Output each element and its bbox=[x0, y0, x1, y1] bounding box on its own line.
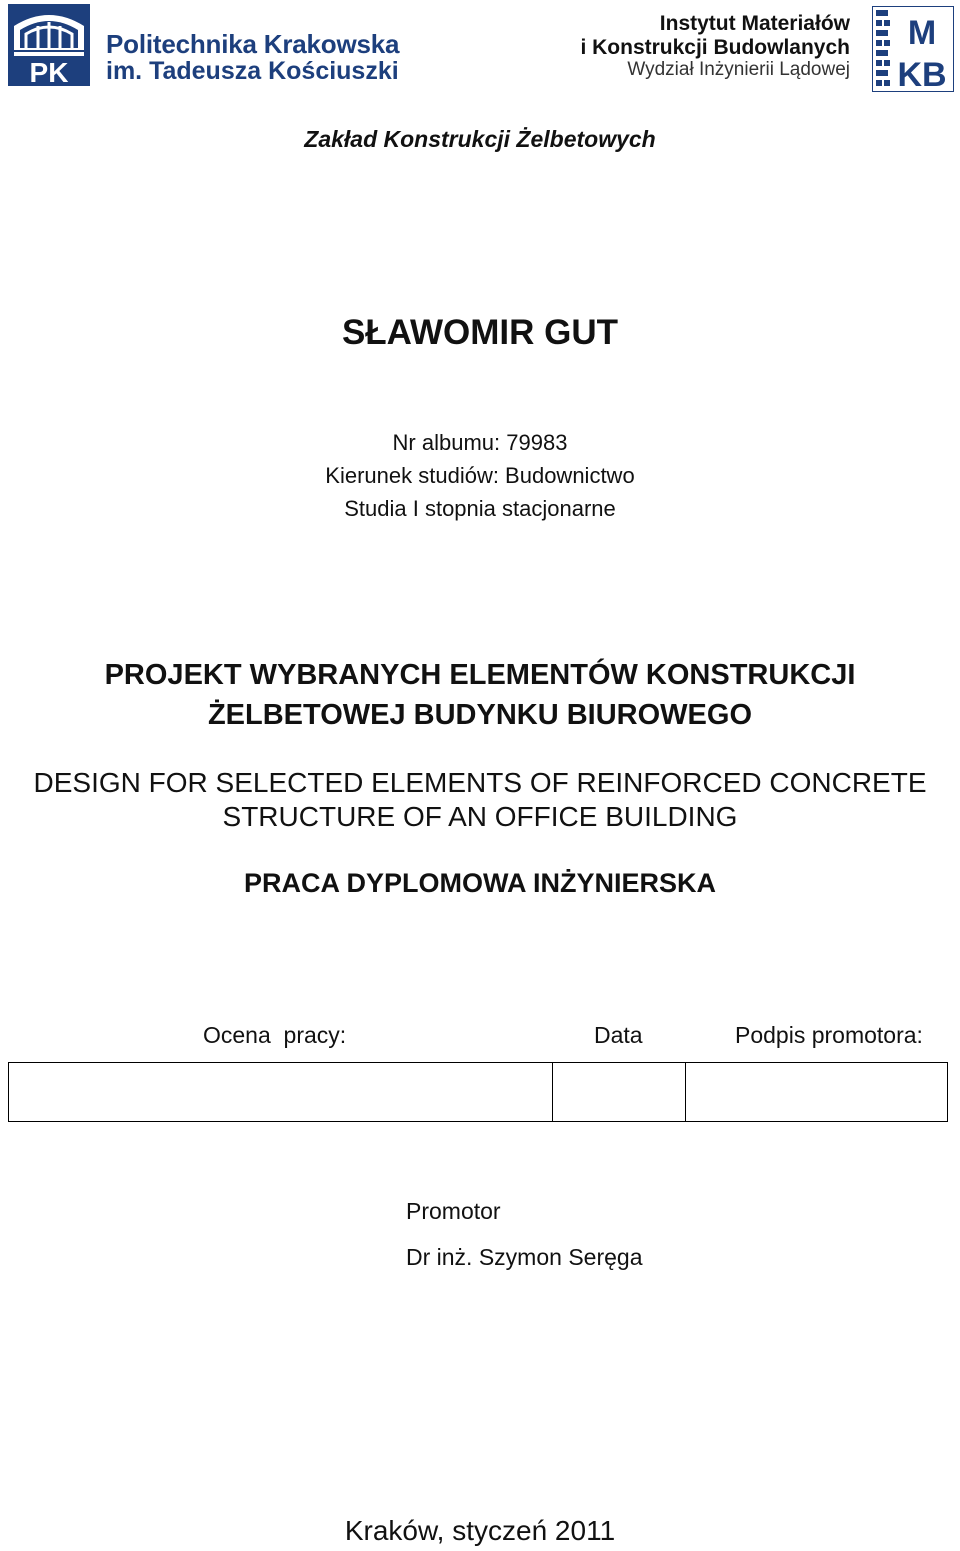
thesis-title-english-line1: DESIGN FOR SELECTED ELEMENTS OF REINFORCED CONCRETE bbox=[33, 767, 927, 798]
thesis-title-polish-line1: PROJEKT WYBRANYCH ELEMENTÓW KONSTRUKCJI bbox=[104, 659, 856, 691]
signature-cell bbox=[686, 1063, 947, 1121]
student-info bbox=[0, 426, 960, 525]
svg-text:KB: KB bbox=[897, 56, 947, 92]
institute-name-line1: Instytut Materiałów bbox=[659, 12, 850, 35]
thesis-title-polish bbox=[0, 655, 960, 735]
study-level: Studia I stopnia stacjonarne bbox=[344, 496, 616, 521]
thesis-title-english bbox=[0, 766, 960, 834]
svg-text:PK: PK bbox=[29, 57, 69, 86]
imikb-logo bbox=[872, 6, 954, 92]
author-name: SŁAWOMIR GUT bbox=[341, 313, 619, 352]
university-name-line2: im. Tadeusza Kościuszki bbox=[106, 57, 399, 86]
supervisor-block bbox=[406, 1188, 642, 1280]
svg-text:M: M bbox=[907, 14, 937, 52]
university-name-line1: Politechnika Krakowska bbox=[106, 29, 400, 59]
date-label: Data bbox=[594, 1022, 643, 1048]
university-name bbox=[106, 30, 399, 85]
grade-label: Ocena pracy: bbox=[203, 1022, 347, 1048]
thesis-type: PRACA DYPLOMOWA INŻYNIERSKA bbox=[243, 868, 716, 898]
institute-name bbox=[580, 12, 850, 80]
department-name: Zakład Konstrukcji Żelbetowych bbox=[304, 126, 656, 152]
faculty-name: Wydział Inżynierii Lądowej bbox=[627, 59, 850, 81]
place-and-date: Kraków, styczeń 2011 bbox=[344, 1515, 616, 1546]
institute-name-line2: i Konstrukcji Budowlanych bbox=[580, 35, 850, 59]
supervisor-role: Promotor bbox=[406, 1198, 501, 1224]
album-number: Nr albumu: 79983 bbox=[392, 430, 568, 455]
thesis-title-polish-line2: ŻELBETOWEJ BUDYNKU BIUROWEGO bbox=[207, 699, 753, 731]
thesis-title-english-line2: STRUCTURE OF AN OFFICE BUILDING bbox=[222, 801, 738, 832]
supervisor-signature-label: Podpis promotora: bbox=[735, 1022, 923, 1048]
politechnika-krakowska-logo bbox=[8, 4, 90, 86]
date-cell bbox=[553, 1063, 686, 1121]
grade-cell bbox=[9, 1063, 553, 1121]
field-of-study: Kierunek studiów: Budownictwo bbox=[325, 463, 635, 488]
supervisor-name: Dr inż. Szymon Seręga bbox=[406, 1244, 643, 1270]
signature-table bbox=[8, 1062, 948, 1122]
